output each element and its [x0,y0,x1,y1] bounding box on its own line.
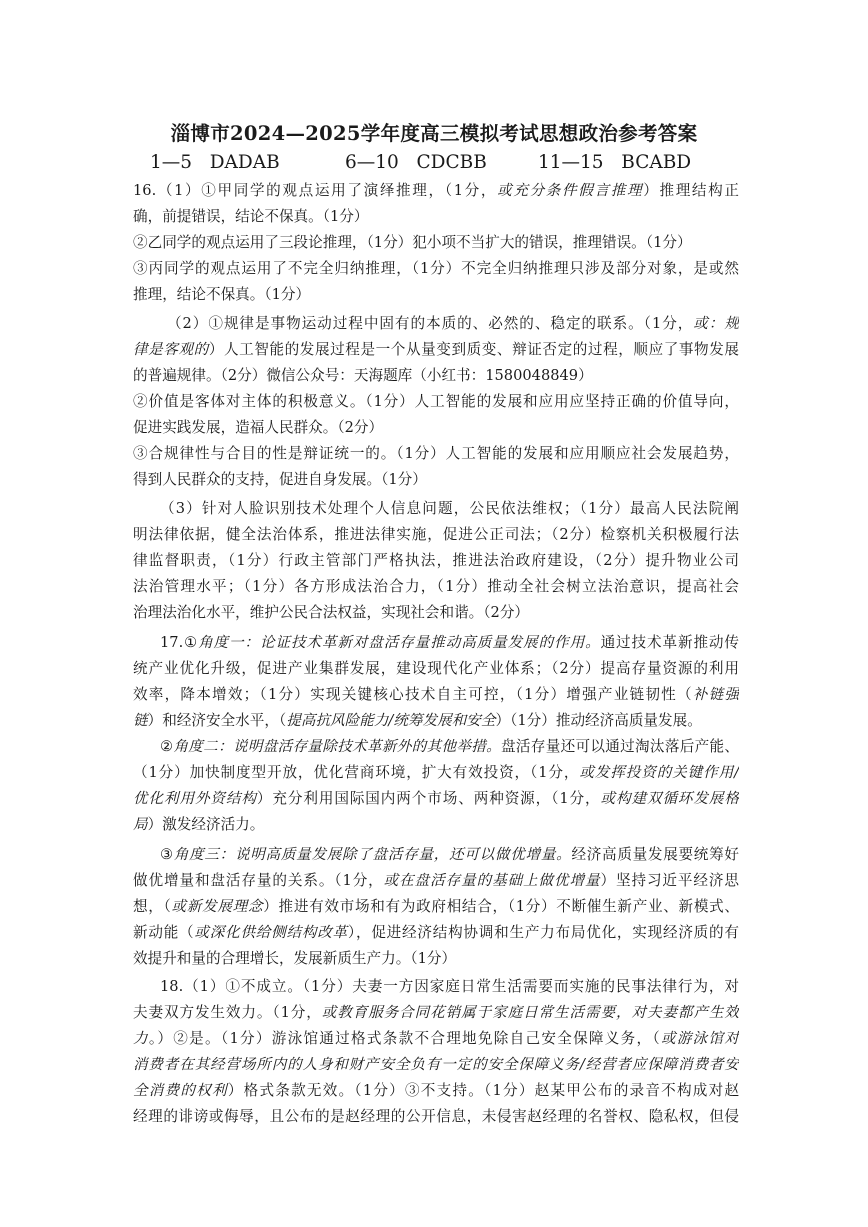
answer-text: ③ [160,846,174,863]
answer-line [133,659,739,679]
answer-line [133,1003,739,1023]
answer-text: 做优增量和盘活存量的关系。（1分， [133,872,384,889]
answer-text: （2）①规律是事物运动过程中固有的本质的、必然的、稳定的联系。（1分， [167,315,694,332]
answer-text: 经济高质量发展要统筹好 [571,846,739,863]
answer-note-text: 或发挥投资的关键作用/ [579,764,739,781]
answer-text: 的普遍规律。（2分）微信公众号：天海题库（小红书：1580048849） [133,367,593,384]
answer-key-range: 11—15 [538,152,604,173]
answer-text: 夫妻双方发生效力。（1分， [133,1004,322,1021]
answer-text: 新动能（ [133,924,195,941]
answer-text: 律监督职责，（1分）行政主管部门严格执法，推进法治政府建设，（2分）提升物业公司 [133,552,739,569]
answer-text: 统产业优化升级，促进产业集群发展，建设现代化产业体系；（2分）提高存量资源的利用 [133,660,739,677]
answer-key-answers: DADAB [209,152,280,173]
answer-line [133,418,739,438]
answer-line [133,340,739,360]
answer-text: ）格式条款无效。（1分）③不支持。（1分）赵某甲公布的录音不构成对赵 [227,1082,739,1099]
answer-text: 治理法治化水平，维护公民合法权益，实现社会和谐。（2分） [133,604,530,621]
answer-line [133,233,739,253]
answer-line [133,949,739,969]
answer-text: 想，（ [133,898,172,915]
answer-text: 17.① [160,634,199,651]
answer-text: ）推理结构正 [643,182,739,199]
answer-key-range: 6—10 [345,152,399,173]
answer-line [133,577,739,597]
answer-note-text: 消费者在其经营场所内的人身和财产安全负有一定的安全保障义务/经营者应保障消费者安 [133,1056,739,1073]
answer-note-text: 或在盘活存量的基础上做优增量 [383,872,601,889]
answer-line [133,444,739,464]
answer-text: 效提升和量的合理增长，发展新质生产力。（1分） [133,950,457,967]
answer-note-text: 角度三：说明高质量发展除了盘活存量，还可以做优增量。 [173,846,572,863]
answer-line [133,923,739,943]
answer-line [160,633,739,653]
answer-text: ），促进经济结构协调和生产力布局优化，实现经济质的有 [347,924,739,941]
answer-note-text: 链 [133,712,148,729]
answer-note-text: 或游泳馆对 [660,1030,739,1047]
answer-key-group-1 [150,152,280,173]
answer-note-text: 力 [133,1030,149,1047]
answer-note-text: 角度二：说明盘活存量除技术革新外的其他举措。 [173,738,502,755]
answer-line [133,285,739,305]
answer-line [133,871,739,891]
answer-line [160,737,739,757]
answer-line [133,525,739,545]
answer-line [133,470,739,490]
answer-text: 18.（1）①不成立。（1分）夫妻一方因家庭日常生活需要而实施的民事法律行为，对 [160,978,739,995]
answer-text: ②价值是客体对主体的积极意义。（1分）人工智能的发展和应用应坚持正确的价值导向， [133,393,739,410]
answer-text: ）激发经济活力。 [147,816,265,833]
answer-text: ）推进有效市场和有为政府相结合，（1分）不断催生新产业、新模式、 [263,898,739,915]
answer-line [133,815,739,835]
answer-text: 确，前提错误，结论不保真。（1分） [133,208,369,225]
answer-text: ）（1分）推动经济高质量发展。 [495,712,702,729]
answer-text: 促进实践发展，造福人民群众。（2分） [133,419,384,436]
answer-text: 推理，结论不保真。（1分） [133,286,311,303]
answer-note-text: 或：规 [693,315,739,332]
answer-line [133,1107,739,1127]
document-title: 淄博市2024—2025学年度高三模拟考试思想政治参考答案 [170,122,698,145]
answer-key-group-3 [538,152,691,173]
answer-text: ③丙同学的观点运用了不完全归纳推理，（1分）不完全归纳推理只涉及部分对象，是或然 [133,260,739,277]
answer-note-text: 角度一：论证技术革新对盘活存量推动高质量发展的作用。 [198,634,601,651]
answer-line [133,259,739,279]
answer-text: 法治管理水平；（1分）各方形成法治合力，（1分）推动全社会树立法治意识，提高社会 [133,578,739,595]
answer-line [133,711,739,731]
answer-line [133,763,739,783]
answer-line [133,366,739,386]
answer-line [133,685,739,705]
answer-text: 明法律依据，健全法治体系，推进法律实施，促进公正司法；（2分）检察机关积极履行法 [133,526,739,543]
answer-note-text: 或教育服务合同花销属于家庭日常生活需要，对夫妻都产生效 [321,1004,739,1021]
answer-line [133,789,739,809]
answer-note-text: 全消费的权利 [133,1082,228,1099]
answer-line [133,603,739,623]
answer-text: 经理的诽谤或侮辱，且公布的是赵经理的公开信息，未侵害赵经理的名誉权、隐私权，但侵 [133,1108,739,1125]
answer-text: ③合规律性与合目的性是辩证统一的。（1分）人工智能的发展和应用顺应社会发展趋势， [133,445,739,462]
answer-text: ）人工智能的发展过程是一个从量变到质变、辩证否定的过程，顺应了事物发展 [208,341,739,358]
answer-note-text: 律是客观的 [133,341,209,358]
answer-text: ② [160,738,174,755]
answer-note-text: 局 [133,816,148,833]
answer-note-text: 补链强 [692,686,739,703]
answer-text: 效率，降本增效；（1分）实现关键核心技术自主可控，（1分）增强产业链韧性（ [133,686,693,703]
answer-key-answers: BCABD [621,152,692,173]
answer-note-text: 或构建双循环发展格 [600,790,739,807]
answer-line [133,897,739,917]
answer-line [133,1029,739,1049]
answer-text: ）和经济安全水平，（ [147,712,287,729]
answer-line [133,1055,739,1075]
answer-line [160,499,739,519]
answer-text: ）坚持习近平经济思 [600,872,739,889]
answer-note-text: 或充分条件假言推理 [497,182,644,199]
answer-key-range: 1—5 [150,152,193,173]
answer-line [133,207,739,227]
answer-key-answers: CDCBB [416,152,487,173]
answer-line [133,551,739,571]
answer-note-text: 提高抗风险能力/统筹发展和安全 [286,712,496,729]
answer-line [160,845,739,865]
answer-line [167,314,739,334]
answer-text: 盘活存量还可以通过淘汰落后产能、 [501,738,739,755]
answer-line [133,1081,739,1101]
answer-text: ）充分利用国际国内两个市场、两种资源，（1分， [256,790,601,807]
answer-line [133,392,739,412]
answer-text: 得到人民群众的支持，促进自身发展。（1分） [133,471,427,488]
answer-text: （3）针对人脸识别技术处理个人信息问题，公民依法维权；（1分）最高人民法院阐 [160,500,739,517]
answer-line [133,181,739,201]
answer-note-text: 或新发展理念 [171,898,264,915]
answer-text: ②乙同学的观点运用了三段论推理，（1分）犯小项不当扩大的错误，推理错误。（1分） [133,234,692,251]
answer-text: 。）②是。（1分）游泳馆通过格式条款不合理地免除自己安全保障义务，（ [148,1030,661,1047]
answer-text: （1分）加快制度型开放，优化营商环境，扩大有效投资，（1分， [133,764,580,781]
answer-key-group-2 [345,152,487,173]
answer-text: 16.（1）①甲同学的观点运用了演绎推理，（1分， [133,182,498,199]
answer-note-text: 或深化供给侧结构改革 [194,924,348,941]
answer-note-text: 优化利用外资结构 [133,790,257,807]
answer-line [160,977,739,997]
answer-text: 通过技术革新推动传 [600,634,739,651]
